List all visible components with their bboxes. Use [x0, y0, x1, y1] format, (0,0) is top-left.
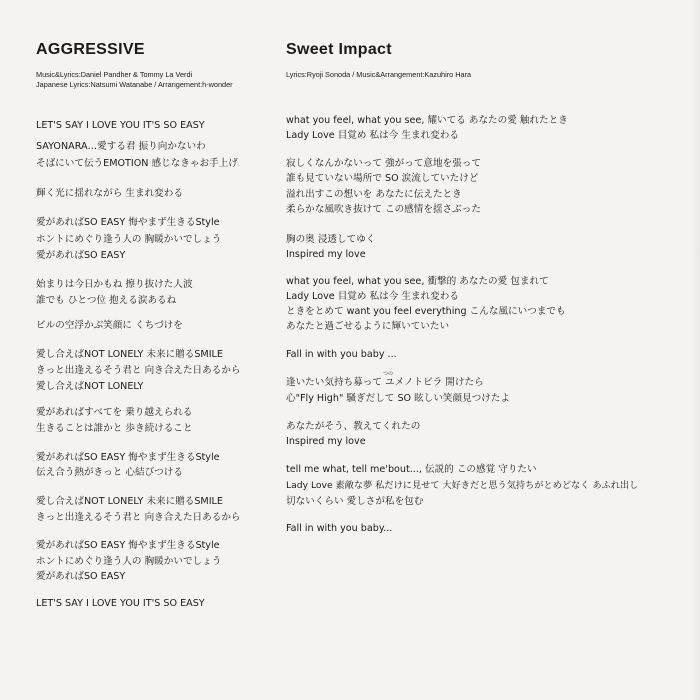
lyric-line: 胸の奥 浸透してゆく	[286, 234, 376, 245]
lyric-line: 愛があればSO EASY 悔やまず生きるStyle	[36, 217, 220, 228]
song-title-aggressive: AGGRESSIVE	[36, 41, 145, 58]
lyric-line: 誰でも ひとつ位 抱える涙あるね	[36, 295, 177, 306]
lyric-line: 生きることは誰かと 歩き続けること	[36, 423, 193, 434]
lyric-line: 愛があればSO EASY 悔やまず生きるStyle	[36, 452, 220, 463]
lyric-line: ホントにめぐり逢う人の 胸暖かいでしょう	[36, 234, 222, 245]
lyric-line: ホントにめぐり逢う人の 胸暖かいでしょう	[36, 556, 222, 567]
lyric-line: Fall in with you baby...	[286, 523, 393, 534]
lyric-line: SAYONARA…愛する君 振り向かないわ	[36, 141, 206, 152]
lyric-line: 逢いたい気持ち募って ユメノトビラ 開けたら	[286, 377, 484, 388]
lyric-line: what you feel, what you see, 耀いてる あなたの愛 触れたとき	[286, 115, 568, 126]
lyric-line: 愛があればすべてを 乗り越えられる	[36, 407, 193, 418]
lyric-line: 輝く光に揺れながら 生まれ変わる	[36, 188, 183, 199]
credit-lyrics-music-arrangement: Lyrics:Ryoji Sonoda / Music&Arrangement:Kazuhiro Hara	[286, 70, 472, 79]
lyric-line: きっと出逢えるそう君と 向き合えた日あるから	[36, 365, 241, 376]
lyric-line: 始まりは今日かもね 擦り抜けた人波	[36, 279, 193, 290]
lyric-line: ビルの空浮かぶ笑顔に くちづけを	[36, 320, 183, 331]
lyric-line: ときをとめて want you feel everything こんな風にいつまでも	[286, 306, 566, 317]
lyric-line: 柔らかな風吹き抜けて この感情を揺さぶった	[286, 204, 481, 215]
credit-music-lyrics: Music&Lyrics:Daniel Pandher & Tommy La Verdi	[36, 70, 193, 79]
lyric-line: 愛し合えばNOT LONELY 未来に贈るSMILE	[36, 349, 223, 360]
lyric-line: tell me what, tell me'bout..., 伝説的 この感覚 守りたい	[286, 464, 537, 475]
lyric-line: what you feel, what you see, 衝撃的 あなたの愛 包まれて	[286, 276, 549, 287]
lyric-line: あなたと過ごせるように輝いていたい	[286, 321, 450, 332]
page-edge-shadow	[692, 0, 700, 700]
credit-japanese-lyrics-arrangement: Japanese Lyrics:Natsumi Watanabe / Arrangement:h-wonder	[36, 80, 233, 89]
lyric-line: 心"Fly High" 騒ぎだして SO 眩しい笑顔見つけたよ	[286, 393, 511, 404]
lyric-line: きっと出逢えるそう君と 向き合えた日あるから	[36, 512, 241, 523]
lyric-line: 切ないくらい 愛しさが私を包む	[286, 496, 424, 507]
lyric-line: あなたがそう、教えてくれたの	[286, 421, 421, 432]
lyric-line: 愛があればSO EASY	[36, 571, 126, 582]
lyric-line: Lady Love 素敵な夢 私だけに見せて 大好きだと思う気持ちがとめどなく あふれ出し	[286, 480, 639, 491]
lyric-line: LET'S SAY I LOVE YOU IT'S SO EASY	[36, 598, 205, 609]
lyric-line: Inspired my love	[286, 249, 366, 260]
lyric-line: 誰も見ていない場所で SO 涙流していたけど	[286, 173, 479, 184]
lyric-line: 愛があればSO EASY	[36, 250, 126, 261]
lyric-line: 愛し合えばNOT LONELY	[36, 381, 144, 392]
lyric-line: LET'S SAY I LOVE YOU IT'S SO EASY	[36, 120, 205, 131]
lyric-line: 愛があればSO EASY 悔やまず生きるStyle	[36, 540, 220, 551]
lyric-line: Lady Love 目覚め 私は今 生まれ変わる	[286, 291, 459, 302]
ruby-annotation: つの	[383, 371, 394, 377]
lyric-line: 寂しくなんかないって 強がって意地を張って	[286, 158, 481, 169]
lyric-line: 伝え合う熱がきっと 心結びつける	[36, 467, 183, 478]
lyric-line: Fall in with you baby ...	[286, 349, 397, 360]
lyric-line: Lady Love 目覚め 私は今 生まれ変わる	[286, 130, 459, 141]
lyric-line: そばにいて伝うEMOTION 感じなきゃお手上げ	[36, 158, 238, 169]
lyric-line: Inspired my love	[286, 436, 366, 447]
lyric-line: 愛し合えばNOT LONELY 未来に贈るSMILE	[36, 496, 223, 507]
lyric-line: 溢れ出すこの想いを あなたに伝えたとき	[286, 189, 462, 200]
song-title-sweet-impact: Sweet Impact	[286, 41, 392, 58]
